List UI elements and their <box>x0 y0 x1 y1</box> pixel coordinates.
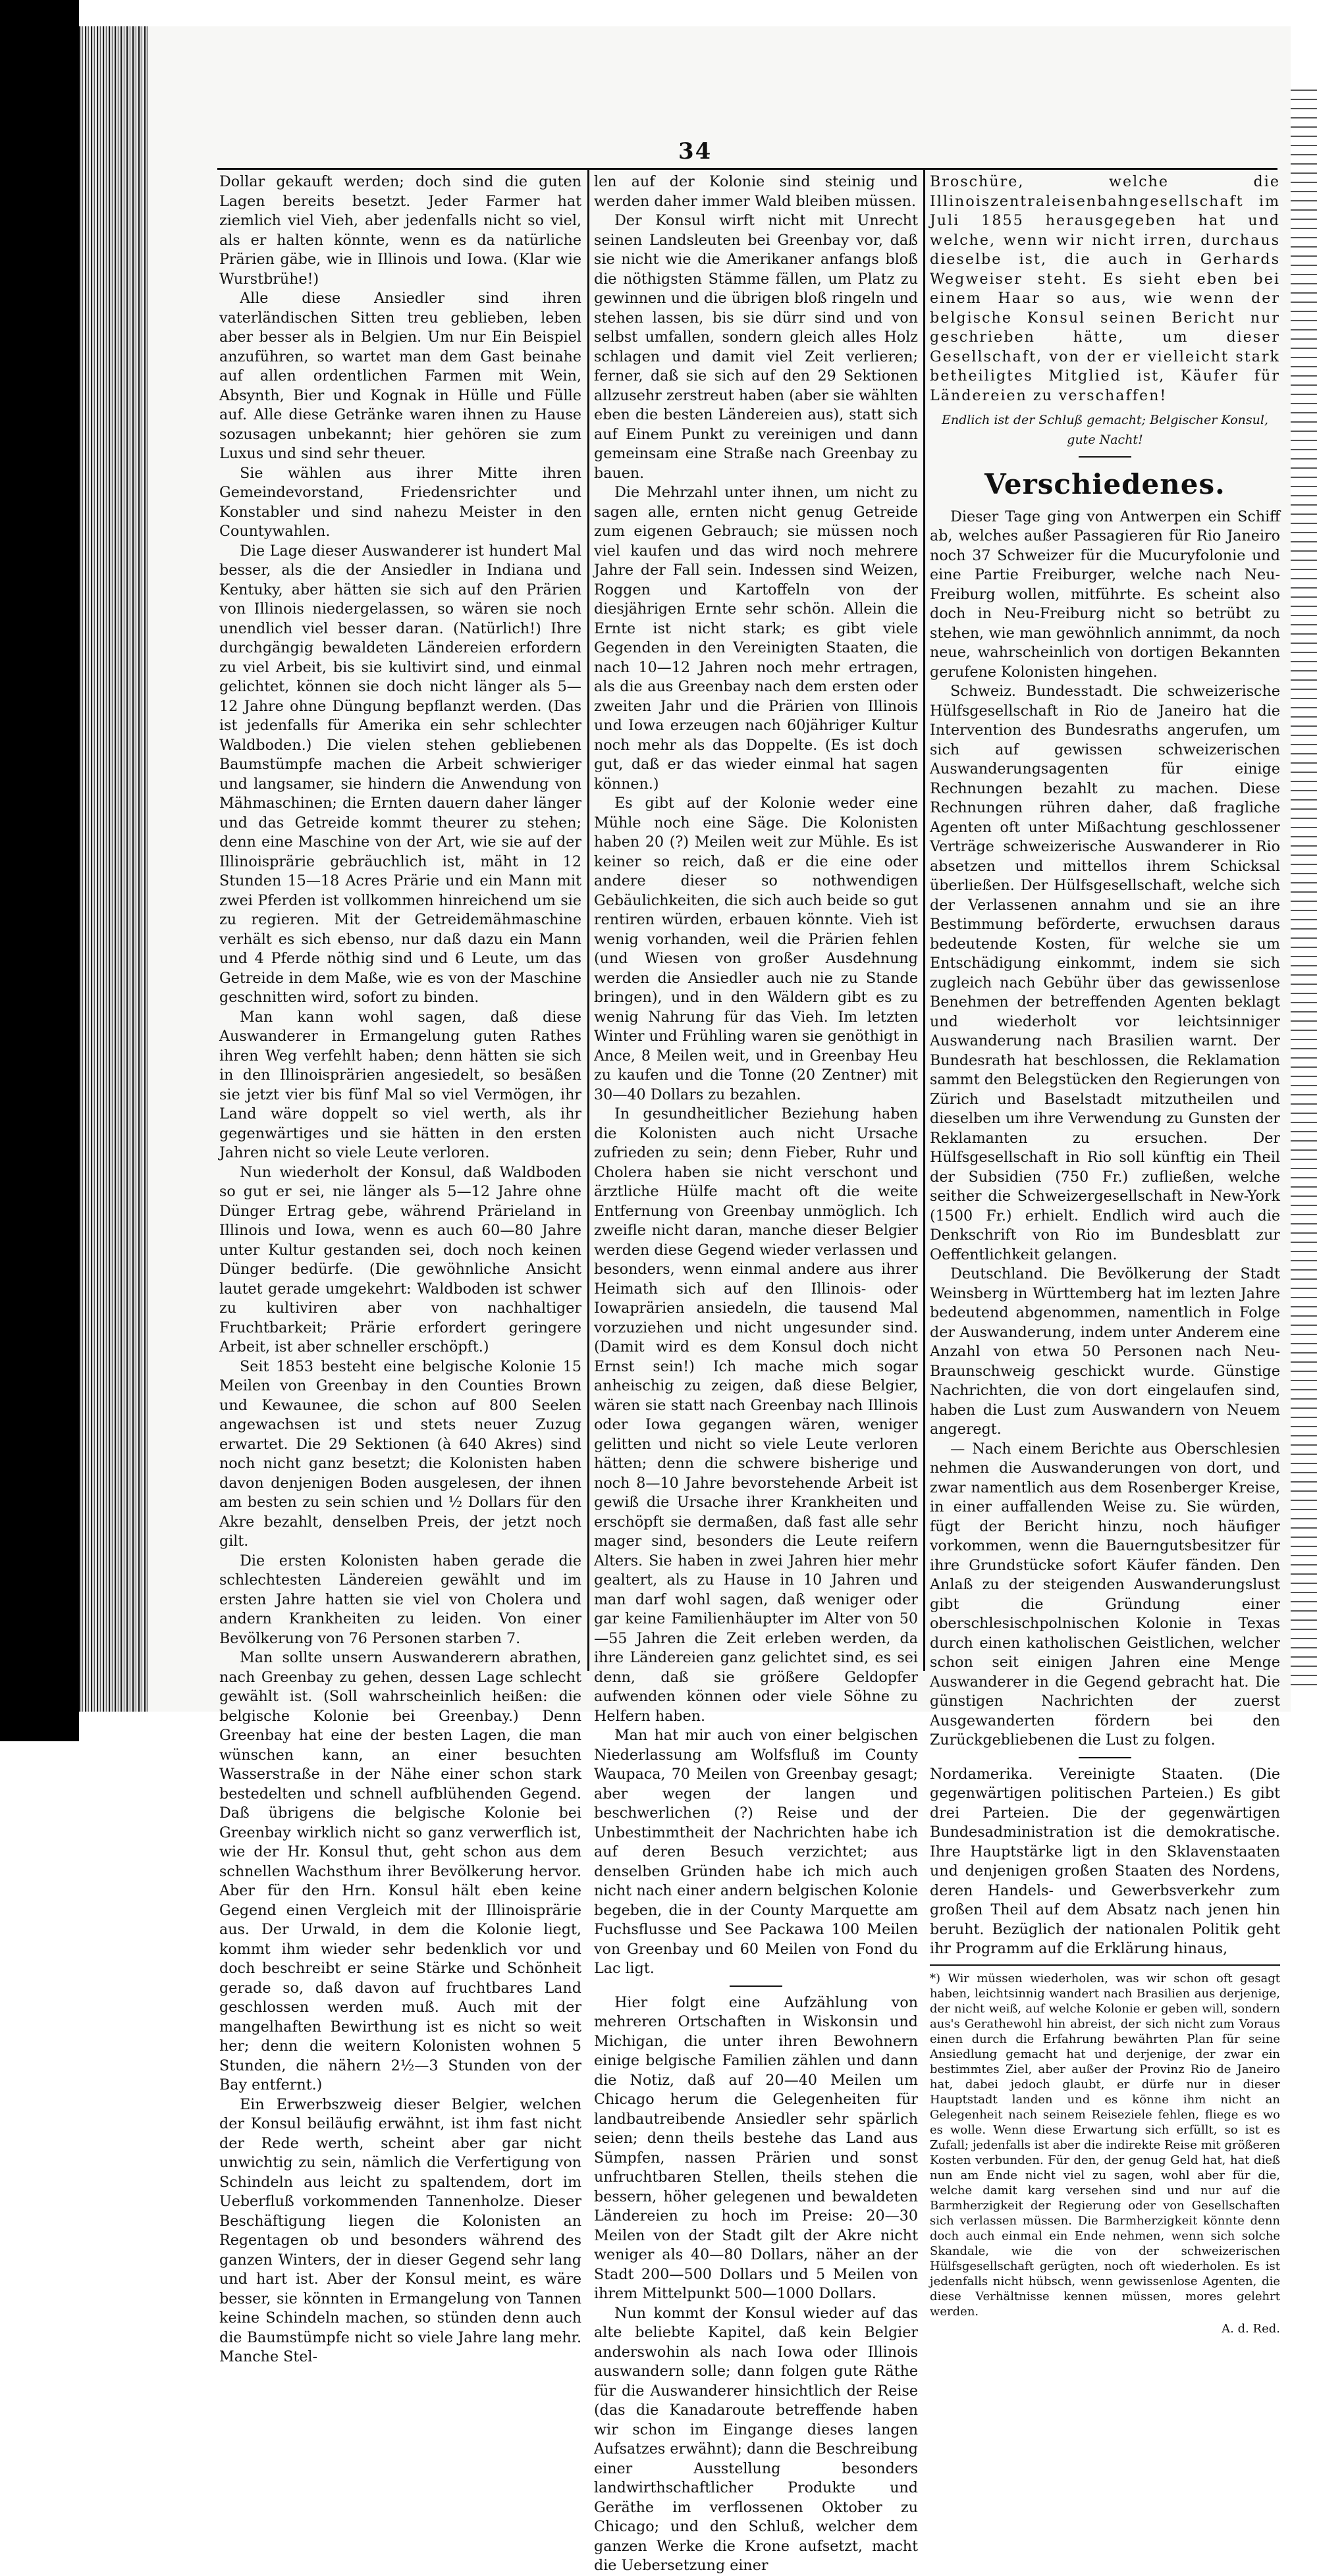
page-number: 34 <box>678 138 712 165</box>
closing-line: Endlich ist der Schluß gemacht; Belgischer Konsul, gute Nacht! <box>942 413 1268 447</box>
paragraph: Deutschland. Die Bevölkerung der Stadt Weinsberg in Württemberg hat im lezten Jahre bedeutend abgenommen, namentlich in Folge der Auswanderung, indem unter Anderem eine Anzahl von etwa 50 Personen nach Neu-Braunschweig geschickt wurde. Günstige Nachrichten, die von dort eingelaufen sind, haben die Lust zum Auswandern von Neuem angeregt. <box>930 1265 1280 1438</box>
paragraph: Nordamerika. Vereinigte Staaten. (Die gegenwärtigen politischen Parteien.) Es gibt drei Parteien. Die der gegenwärtigen Bundesadministration ist die demokratische. Ihre Hauptstärke ligt in den Sklavenstaaten und denjenigen großen Staaten des Nordens, deren Handels- und Gewerbsverkehr zum großen Theil auf dem Absatz nach jenen hin beruht. Bezüglich der nationalen Politik geht ihr Programm auf die Erklärung hinaus, <box>930 1765 1280 1957</box>
paragraph: Die ersten Kolonisten haben gerade die schlechtesten Ländereien gewählt und im ersten Jahre hatten sie viel von Cholera und andern Krankheiten zu leiden. Von einer Bevölkerung von 76 Personen starben 7. <box>219 1552 581 1647</box>
paragraph: Es gibt auf der Kolonie weder eine Mühle noch eine Säge. Die Kolonisten haben 20 (?) Meilen weit zur Mühle. Es ist keiner so reich, daß er die eine oder andere dieser so nothwendigen Gebäulichkeiten, die sich auch beide so gut rentiren würden, erbauen könnte. Vieh ist wenig vorhanden, weil die Prärien fehlen (und Wiesen von großer Ausdehnung werden die Ansiedler auch nie zu Stande bringen), und in den Wäldern gibt es zu wenig Nahrung für das Vieh. Im letzten Winter und Frühling waren sie genöthigt in Ance, 8 Meilen weit, und in Greenbay Heu zu kaufen und die Tonne (20 Zentner) mit 30—40 Dollars zu bezahlen. <box>594 795 918 1103</box>
paragraph: Dieser Tage ging von Antwerpen ein Schiff ab, welches außer Passagieren für Rio Janeiro noch 37 Schweizer für die Mucuryfolonie und eine Partie Freiburger, welche nach Neu-Freiburg wollen, mitführte. Es scheint also doch in Neu-Freiburg nicht so betrübt zu stehen, wie man gewöhnlich annimmt, da noch neue, wahrscheinlich von dortigen Bekannten gerufene Kolonisten hingehen. <box>930 508 1280 681</box>
paragraph: Dollar gekauft werden; doch sind die guten Lagen bereits besetzt. Jeder Farmer hat ziemlich viel Vieh, aber jedenfalls nicht so viel, als er halten könnte, wenn es da natürliche Prärien gäbe, wie in Illinois und Iowa. (Klar wie Wurstbrühe!) <box>219 173 581 288</box>
paragraph: Die Lage dieser Auswanderer ist hundert Mal besser, als die der Ansiedler in Indiana und Kentuky, aber hätten sie sich auf den Prärien von Illinois niedergelassen, so wären sie noch unendlich viel besser daran. (Natürlich!) Ihre durchgängig bewaldeten Ländereien erfordern zu viel Arbeit, bis sie kultivirt sind, und einmal gelichtet, können sie doch nicht länger als 5—12 Jahre ohne Düngung bepflanzt werden. (Das ist jedenfalls für Amerika ein sehr schlechter Waldboden.) Die vielen stehen gebliebenen Baumstümpfe machen die Arbeit schwieriger und langsamer, sie hindern die Anwendung von Mähmaschinen; die Ernten dauern daher länger und das Getreide kommt theurer zu stehen; denn eine Maschine von der Art, wie sie auf der Illinoisprärie gebräuchlich ist, mäht in 12 Stunden 15—18 Acres Prärie und ein Mann mit zwei Pferden ist vollkommen hinreichend um sie zu regieren. Mit der Getreidemähmaschine verhält es sich ebenso, nur daß dazu ein Mann und 4 Pferde nöthig sind und 6 Leute, um das Getreide in dem Maße, wie es von der Maschine geschnitten wird, sofort zu binden. <box>219 542 581 1006</box>
paragraph: Nun kommt der Konsul wieder auf das alte beliebte Kapitel, daß kein Belgier anderswohin als nach Iowa oder Illinois auswandern solle; dann folgen gute Räthe für die Auswanderer hinsichtlich der Reise (das die Kanadaroute betreffende haben wir schon im Eingange dieses langen Aufsatzes erwähnt); dann die Beschreibung einer Ausstellung besonders landwirthschaftlicher Produkte und Geräthe im verflossenen Oktober zu Chicago; und den Schluß, welcher dem ganzen Werke die Krone aufsetzt, macht die Uebersetzung einer <box>594 2304 918 2574</box>
section-separator <box>730 1985 782 1987</box>
section-heading: Verschiedenes. <box>984 468 1225 500</box>
paragraph: Hier folgt eine Aufzählung von mehreren Ortschaften in Wiskonsin und Michigan, die unter ihren Bewohnern einige belgische Familien zählen und dann die Notiz, daß auf 20—40 Meilen um Chicago herum die Gelegenheiten für landbautreibende Ansiedler sehr spärlich seien; denn theils bestehe das Land aus Sümpfen, nassen Prärien und sonst unfruchtbaren Stellen, theils stehen die bessern, höher gelegenen und bewaldeten Ländereien zu hoch im Preise: 20—30 Meilen von der Stadt gilt der Akre nicht weniger als 40—80 Dollars, näher an der Stadt 200—500 Dollars und 5 Meilen von ihrem Mittelpunkt 500—1000 Dollars. <box>594 1993 918 2302</box>
paragraph: Man sollte unsern Auswanderern abrathen, nach Greenbay zu gehen, dessen Lage schlecht gewählt ist. (Soll wahrscheinlich heißen: die belgische Kolonie bei Greenbay.) Denn Greenbay hat eine der besten Lagen, die man wünschen kann, an einer besuchten Wasserstraße in der Nähe einer schon stark bestedelten und schnell aufblühenden Gegend. Daß übrigens die belgische Kolonie bei Greenbay wirklich nicht so ganz verwerflich ist, wie der Hr. Konsul thut, geht schon aus dem schnellen Wachsthum ihrer Bevölkerung hervor. Aber für den Hrn. Konsul hält eben keine Gegend einen Vergleich mit der Illinoisprärie aus. Der Urwald, in dem die Kolonie liegt, kommt ihm wieder sehr bedenklich vor und doch beschreibt er seine Stärke und Schönheit gerade so, daß davon auf fruchtbares Land geschlossen werden muß. Auch mit der mangelhaften Bewirthung ist es nicht so weit her; denn die weitern Kolonisten wohnen 5 Stunden, die nähern 2½—3 Stunden von der Bay entfernt.) <box>219 1649 581 2093</box>
paragraph: Schweiz. Bundesstadt. Die schweizerische Hülfsgesellschaft in Rio de Janeiro hat die Intervention des Bundesraths angerufen, um sich auf gewissen schweizerischen Auswanderungsagenten für einige Rechnungen bezahlt zu machen. Diese Rechnungen rühren daher, daß fragliche Agenten oft unter Mißachtung geschlossener Verträge schweizerische Auswanderer in Rio absetzen und mittellos ihrem Schicksal überließen. Der Hülfsgesellschaft, welche sich der Verlassenen annahm und sie an ihre Bestimmung beförderte, erwuchsen daraus bedeutende Kosten, für welche sie um Entschädigung einkommt, indem sie sich zugleich nach Gebühr über das gewissenlose Benehmen der betreffenden Agenten beklagt und wiederholt vor leichtsinniger Auswanderung nach Brasilien warnt. Der Bundesrath hat beschlossen, die Reklamation sammt den Belegstücken den Regierungen von Zürich und Baselstadt mitzutheilen und dieselben um ihre Verwendung zu Gunsten der Reklamanten zu ersuchen. Der Hülfsgesellschaft in Rio soll künftig ein Theil der Subsidien (750 Fr.) zufließen, welche seither die Schweizergesellschaft in New-York (1500 Fr.) erhielt. Endlich wird auch die Denkschrift von Rio im Bundesblatt zur Oeffentlichkeit gelangen. <box>930 683 1280 1263</box>
paragraph: Man hat mir auch von einer belgischen Niederlassung am Wolfsfluß im County Waupaca, 70 Meilen von Greenbay gesagt; aber wegen der langen und beschwerlichen (?) Reise und der Unbestimmtheit der Nachrichten habe ich auf deren Besuch verzichtet; aus denselben Gründen habe ich mich auch nicht nach einer andern belgischen Kolonie begeben, die in der County Marquette am Fuchsflusse und See Packawa 100 Meilen von Greenbay und 60 Meilen von Fond du Lac ligt. <box>594 1727 918 1977</box>
column-2 <box>594 172 918 2574</box>
column-divider-1 <box>587 170 589 1671</box>
paragraph: — Nach einem Berichte aus Oberschlesien nehmen die Auswanderungen von dort, und zwar namentlich aus dem Rosenberger Kreise, in einer auffallenden Weise zu. Sie würden, fügt der Bericht hinzu, noch häufiger vorkommen, wenn die Bauerngutsbesitzer für ihre Grundstücke sofort Käufer fänden. Den Anlaß zu der steigenden Auswanderungslust gibt die Gründung einer oberschlesischpolnischen Kolonie in Texas durch einen katholischen Geistlichen, welcher schon seit einigen Jahren eine Menge Auswanderer in die Gegend gebracht hat. Die günstigen Nachrichten der zuerst Ausgewanderten fördern bei den Zurückgebliebenen die Lust zu folgen. <box>930 1440 1280 1748</box>
paragraph: Seit 1853 besteht eine belgische Kolonie 15 Meilen von Greenbay in den Counties Brown und Kewaunee, die schon auf 800 Seelen angewachsen ist und stets neuer Zuzug erwartet. Die 29 Sektionen (à 640 Akres) sind noch nicht ganz besetzt; die Kolonisten haben davon denjenigen Boden ausgelesen, der ihnen am besten zu sein schien und ½ Dollars für den Akre bezahlt, denselben Preis, der jetzt noch gilt. <box>219 1357 581 1550</box>
footnote: *) Wir müssen wiederholen, was wir schon oft gesagt haben, leichtsinnig wandert nach Brasilien aus derjenige, der nicht weiß, auf welche Kolonie er geben will, sondern aus's Gerathewohl hin abreist, der sich nicht zum Voraus einen durch die Erfahrung bewährten Plan für seine Ansiedlung gemacht hat und derjenige, der zwar ein bestimmtes Ziel, aber außer der Provinz Rio de Janeiro hat, dabei jedoch glaubt, er dürfe nur in dieser Hauptstadt landen und es könne ihm nicht an Gelegenheit nach seinem Reiseziele fehlen, fliege es wo es wolle. Wenn diese Erwartung sich erfüllt, so ist es Zufall; jedenfalls ist aber die indirekte Reise mit größeren Kosten verbunden. Für den, der genug Geld hat, hat dieß nun am Ende nicht viel zu sagen, wohl aber für die, welche damit karg versehen sind und nur auf die Barmherzigkeit der Regierung oder von Gesellschaften sich verlassen müssen. Die Barmherzigkeit könnte denn doch auch einmal ein Ende nehmen, wenn sich solche Skandale, wie die von der schweizerischen Hülfsgesellschaft gerügten, noch oft wiederholen. Es ist jedenfalls nicht hübsch, wenn gewissenlose Agenten, die diese Verhältnisse kennen müssen, mores gelehrt werden. <box>930 1971 1280 2319</box>
section-separator <box>1079 1757 1131 1758</box>
paragraph: In gesundheitlicher Beziehung haben die Kolonisten auch nicht Ursache zufrieden zu sein; denn Fieber, Ruhr und Cholera haben sie nicht verschont und ärztliche Hülfe macht oft die weite Entfernung von Greenbay unmöglich. Ich zweifle nicht daran, manche dieser Belgier werden diese Gegend wieder verlassen und besonders, wenn einmal andere aus ihrer Heimath sich auf den Illinois- oder Iowaprärien ansiedeln, die tausend Mal vorzuziehen und nicht ungesunder sind. (Damit wird es dem Konsul doch nicht Ernst sein!) Ich mache mich sogar anheischig zu zeigen, daß diese Belgier, wären sie statt nach Greenbay nach Illinois oder Iowa gegangen wären, weniger gelitten und nicht so viele Leute verloren hätten; denn die schwere bisherige und noch 8—10 Jahre bevorstehende Arbeit ist gewiß die Ursache ihrer Krankheiten und erschöpft sie dermaßen, daß fast alle sehr mager sind, besonders die Leute reifern Alters. Sie haben in zwei Jahren hier mehr gealtert, als zu Hause in 10 Jahren und man darf wohl sagen, daß weniger oder gar keine Familienhäupter im Alter von 50—55 Jahren die Zeit erleben werden, da ihre Ländereien ganz gelichtet sind, es sei denn, daß sie größere Geldopfer aufwenden können oder viele Söhne zu Helfern haben. <box>594 1105 918 1725</box>
adjacent-page-edge <box>1291 86 1317 1692</box>
paragraph: Die Mehrzahl unter ihnen, um nicht zu sagen alle, ernten nicht genug Getreide zum eigenen Gebrauch; sie müssen noch viel kaufen und das wird noch mehrere Jahre der Fall sein. Indessen sind Weizen, Roggen und Kartoffeln von der diesjährigen Ernte sehr schön. Allein die Ernte ist nicht stark; es gibt viele Gegenden in den Vereinigten Staaten, die nach 10—12 Jahren noch mehr ertragen, als die aus Greenbay nach dem ersten oder zweiten Jahr und die Prärien von Illinois und Iowa erzeugen nach 60jähriger Kultur noch mehr als das Doppelte. (Es ist doch gut, daß er das wieder einmal hat sagen können.) <box>594 484 918 793</box>
paragraph: Man kann wohl sagen, daß diese Auswanderer in Ermangelung guten Rathes ihren Weg verfehlt haben; denn hätten sie sich in den Illinoisprärien angesiedelt, so besäßen sie jetzt vier bis fünf Mal so viel Vermögen, ihr Land wäre doppelt so viel werth, als ihr gegenwärtiges und sie hätten in den ersten Jahren nicht so viele Leute verloren. <box>219 1008 581 1161</box>
column-divider-2 <box>923 170 925 1671</box>
signature: A. d. Red. <box>1222 2321 1280 2336</box>
section-separator <box>1079 456 1131 458</box>
paragraph: Broschüre, welche die Illinoiszentraleisenbahngesellschaft im Juli 1855 herausgegeben hat und welche, wenn wir nicht irren, durchaus dieselbe ist, die auch in Gerhards Wegweiser steht. Es sieht eben bei einem Haar so aus, wie wenn der belgische Konsul seinen Bericht nur geschrieben hätte, um dieser Gesellschaft, von der er vielleicht stark betheiligtes Mitglied ist, Käufer für Ländereien zu verschaffen! <box>930 173 1280 404</box>
footnote-separator <box>930 1964 1280 1966</box>
stacked-page-edges <box>79 26 148 1712</box>
column-1 <box>219 172 581 2365</box>
paragraph: Ein Erwerbszweig dieser Belgier, welchen der Konsul beiläufig erwähnt, ist ihm fast nicht der Rede werth, scheint aber gar nicht unwichtig zu sein, nämlich die Verfertigung von Schindeln aus leicht zu spaltendem, dort im Ueberfluß vorkommenden Tannenholze. Dieser Beschäftigung liegen die Kolonisten an Regentagen ob und besonders während des ganzen Winters, der in dieser Gegend sehr lang und hart ist. Aber der Konsul meint, es wäre besser, sie könnten in Ermangelung von Tannen keine Schindeln machen, so stünden denn auch die Baumstümpfe nicht so viele Jahre lang mehr. Manche Stel- <box>219 2095 581 2365</box>
paragraph: Sie wählen aus ihrer Mitte ihren Gemeindevorstand, Friedensrichter und Konstabler und sind nahezu Meister in den Countywahlen. <box>219 464 581 540</box>
book-binding-shadow <box>0 0 79 1741</box>
column-3 <box>930 172 1280 2336</box>
paragraph: Der Konsul wirft nicht mit Unrecht seinen Landsleuten bei Greenbay vor, daß sie nicht wie die Amerikaner anfangs bloß die nöthigsten Stämme fällen, um Platz zu gewinnen und die übrigen bloß ringeln und stehen lassen, bis sie dürr sind und von selbst umfallen, sondern gleich alles Holz schlagen und damit viel Zeit verlieren; ferner, daß sie sich auf den 29 Sektionen allzusehr zerstreut haben (aber sie wählten eben die besten Ländereien aus), statt sich auf Einem Punkt zu vereinigen und dann gemeinsam eine Straße nach Greenbay zu bauen. <box>594 212 918 482</box>
header-rule <box>217 168 1277 170</box>
paragraph: Nun wiederholt der Konsul, daß Waldboden so gut er sei, nie länger als 5—12 Jahre ohne Dünger Ertrag gebe, während Prärieland in Illinois und Iowa, wenn es auch 60—80 Jahre unter Kultur gestanden sei, doch noch keinen Dünger bedürfe. (Die gewöhnliche Ansicht lautet gerade umgekehrt: Waldboden ist schwer zu kultiviren aber von nachhaltiger Fruchtbarkeit; Prärie erfordert geringere Arbeit, ist aber schneller erschöpft.) <box>219 1163 581 1355</box>
paragraph: len auf der Kolonie sind steinig und werden daher immer Wald bleiben müssen. <box>594 173 918 210</box>
paragraph: Alle diese Ansiedler sind ihren vaterländischen Sitten treu geblieben, leben aber besser als in Belgien. Um nur Ein Beispiel anzuführen, so wartet man dem Gast beinahe auf allen ordentlichen Farmen mit Wein, Absynth, Bier und Kognak in Hülle und Fülle auf. Alle diese Getränke waren ihnen zu Hause sozusagen unbekannt; hier gehören sie zum Luxus und sind sehr theuer. <box>219 290 581 462</box>
